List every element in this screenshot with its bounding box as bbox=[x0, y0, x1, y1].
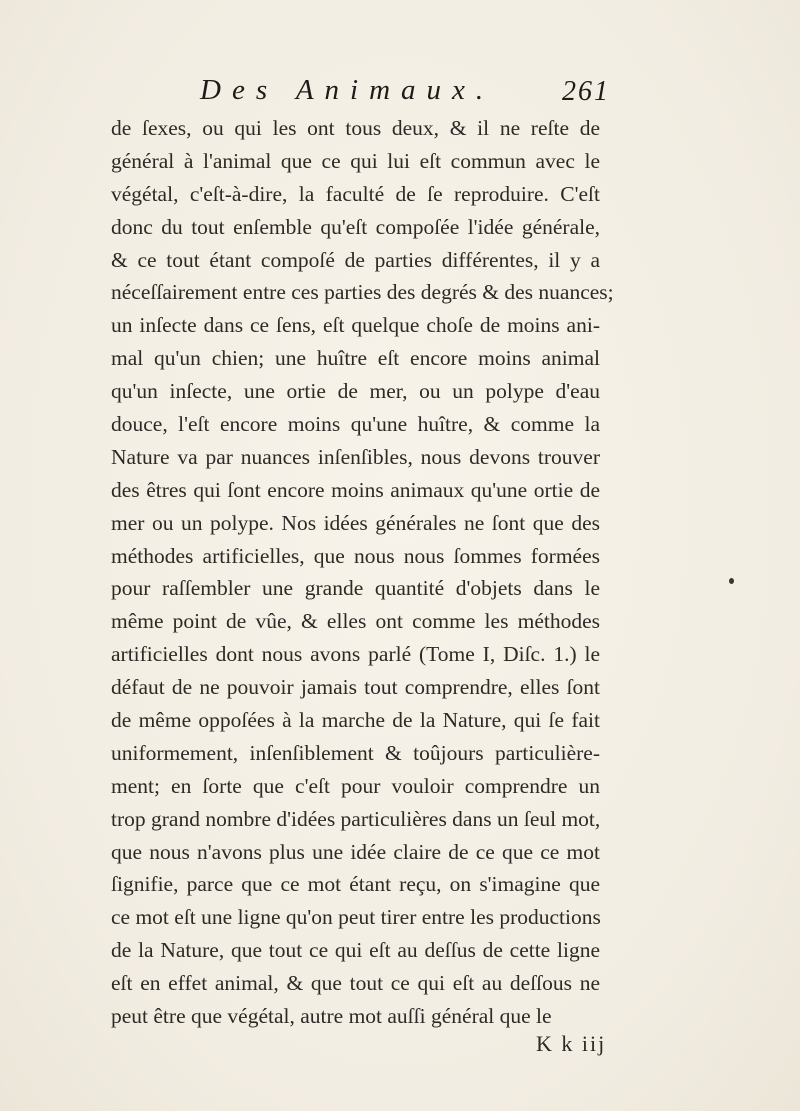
text-line: de ſexes, ou qui les ont tous deux, & il ne reſte de bbox=[111, 116, 600, 140]
text-line: végétal, c'eſt-à-dire, la faculté de ſe reproduire. C'eſt bbox=[111, 181, 600, 206]
text-line: de même oppoſées à la marche de la Nature, qui ſe fait bbox=[111, 708, 600, 733]
signature-mark: K k iij bbox=[536, 1031, 607, 1056]
text-line: des êtres qui ſont encore moins animaux qu'une ortie de bbox=[111, 477, 600, 502]
text-line: artificielles dont nous avons parlé (Tome I, Diſc. 1.) le bbox=[111, 642, 600, 667]
text-line: défaut de ne pouvoir jamais tout comprendre, elles ſont bbox=[111, 675, 600, 700]
text-line: de la Nature, que tout ce qui eſt au deſſus de cette ligne bbox=[111, 938, 600, 963]
text-line: & ce tout étant compoſé de parties différentes, il y a bbox=[111, 247, 600, 272]
text-line: ſignifie, parce que ce mot étant reçu, on s'imagine que bbox=[111, 872, 600, 897]
text-line: eſt en effet animal, & que tout ce qui eſt au deſſous ne bbox=[111, 971, 600, 996]
text-line: pour raſſembler une grande quantité d'objets dans le bbox=[111, 576, 600, 601]
text-line: Nature va par nuances inſenſibles, nous devons trouver bbox=[111, 444, 600, 469]
text-line: trop grand nombre d'idées particulières dans un ſeul mot, bbox=[111, 806, 601, 831]
body-text bbox=[111, 112, 614, 1033]
text-line: néceſſairement entre ces parties des degrés & des nuances; bbox=[111, 280, 614, 305]
text-line: qu'un inſecte, une ortie de mer, ou un polype d'eau bbox=[111, 379, 600, 404]
text-line: douce, l'eſt encore moins qu'une huître, & comme la bbox=[111, 412, 600, 437]
text-line: mer ou un polype. Nos idées générales ne ſont que des bbox=[111, 510, 600, 535]
text-line: que nous n'avons plus une idée claire de ce que ce mot bbox=[111, 839, 600, 864]
running-title: Des Animaux. bbox=[200, 74, 495, 106]
text-line: même point de vûe, & elles ont comme les méthodes bbox=[111, 609, 600, 634]
text-line: un inſecte dans ce ſens, eſt quelque choſe de moins ani- bbox=[111, 313, 600, 338]
text-line: ce mot eſt une ligne qu'on peut tirer entre les productions bbox=[111, 905, 601, 930]
text-line: mal qu'un chien; une huître eſt encore moins animal bbox=[111, 346, 600, 371]
text-line: peut être que végétal, autre mot auſſi général que le bbox=[111, 1004, 552, 1029]
text-line: méthodes artificielles, que nous nous ſommes formées bbox=[111, 543, 600, 568]
page-header bbox=[200, 74, 610, 114]
ink-speck bbox=[729, 578, 734, 584]
text-line: ment; en ſorte que c'eſt pour vouloir comprendre un bbox=[111, 773, 600, 798]
text-line: uniformement, inſenſiblement & toûjours particulière- bbox=[111, 740, 600, 765]
text-line: donc du tout enſemble qu'eſt compoſée l'idée générale, bbox=[111, 214, 600, 239]
page-number: 261 bbox=[562, 76, 610, 107]
text-line: général à l'animal que ce qui lui eſt commun avec le bbox=[111, 148, 600, 173]
